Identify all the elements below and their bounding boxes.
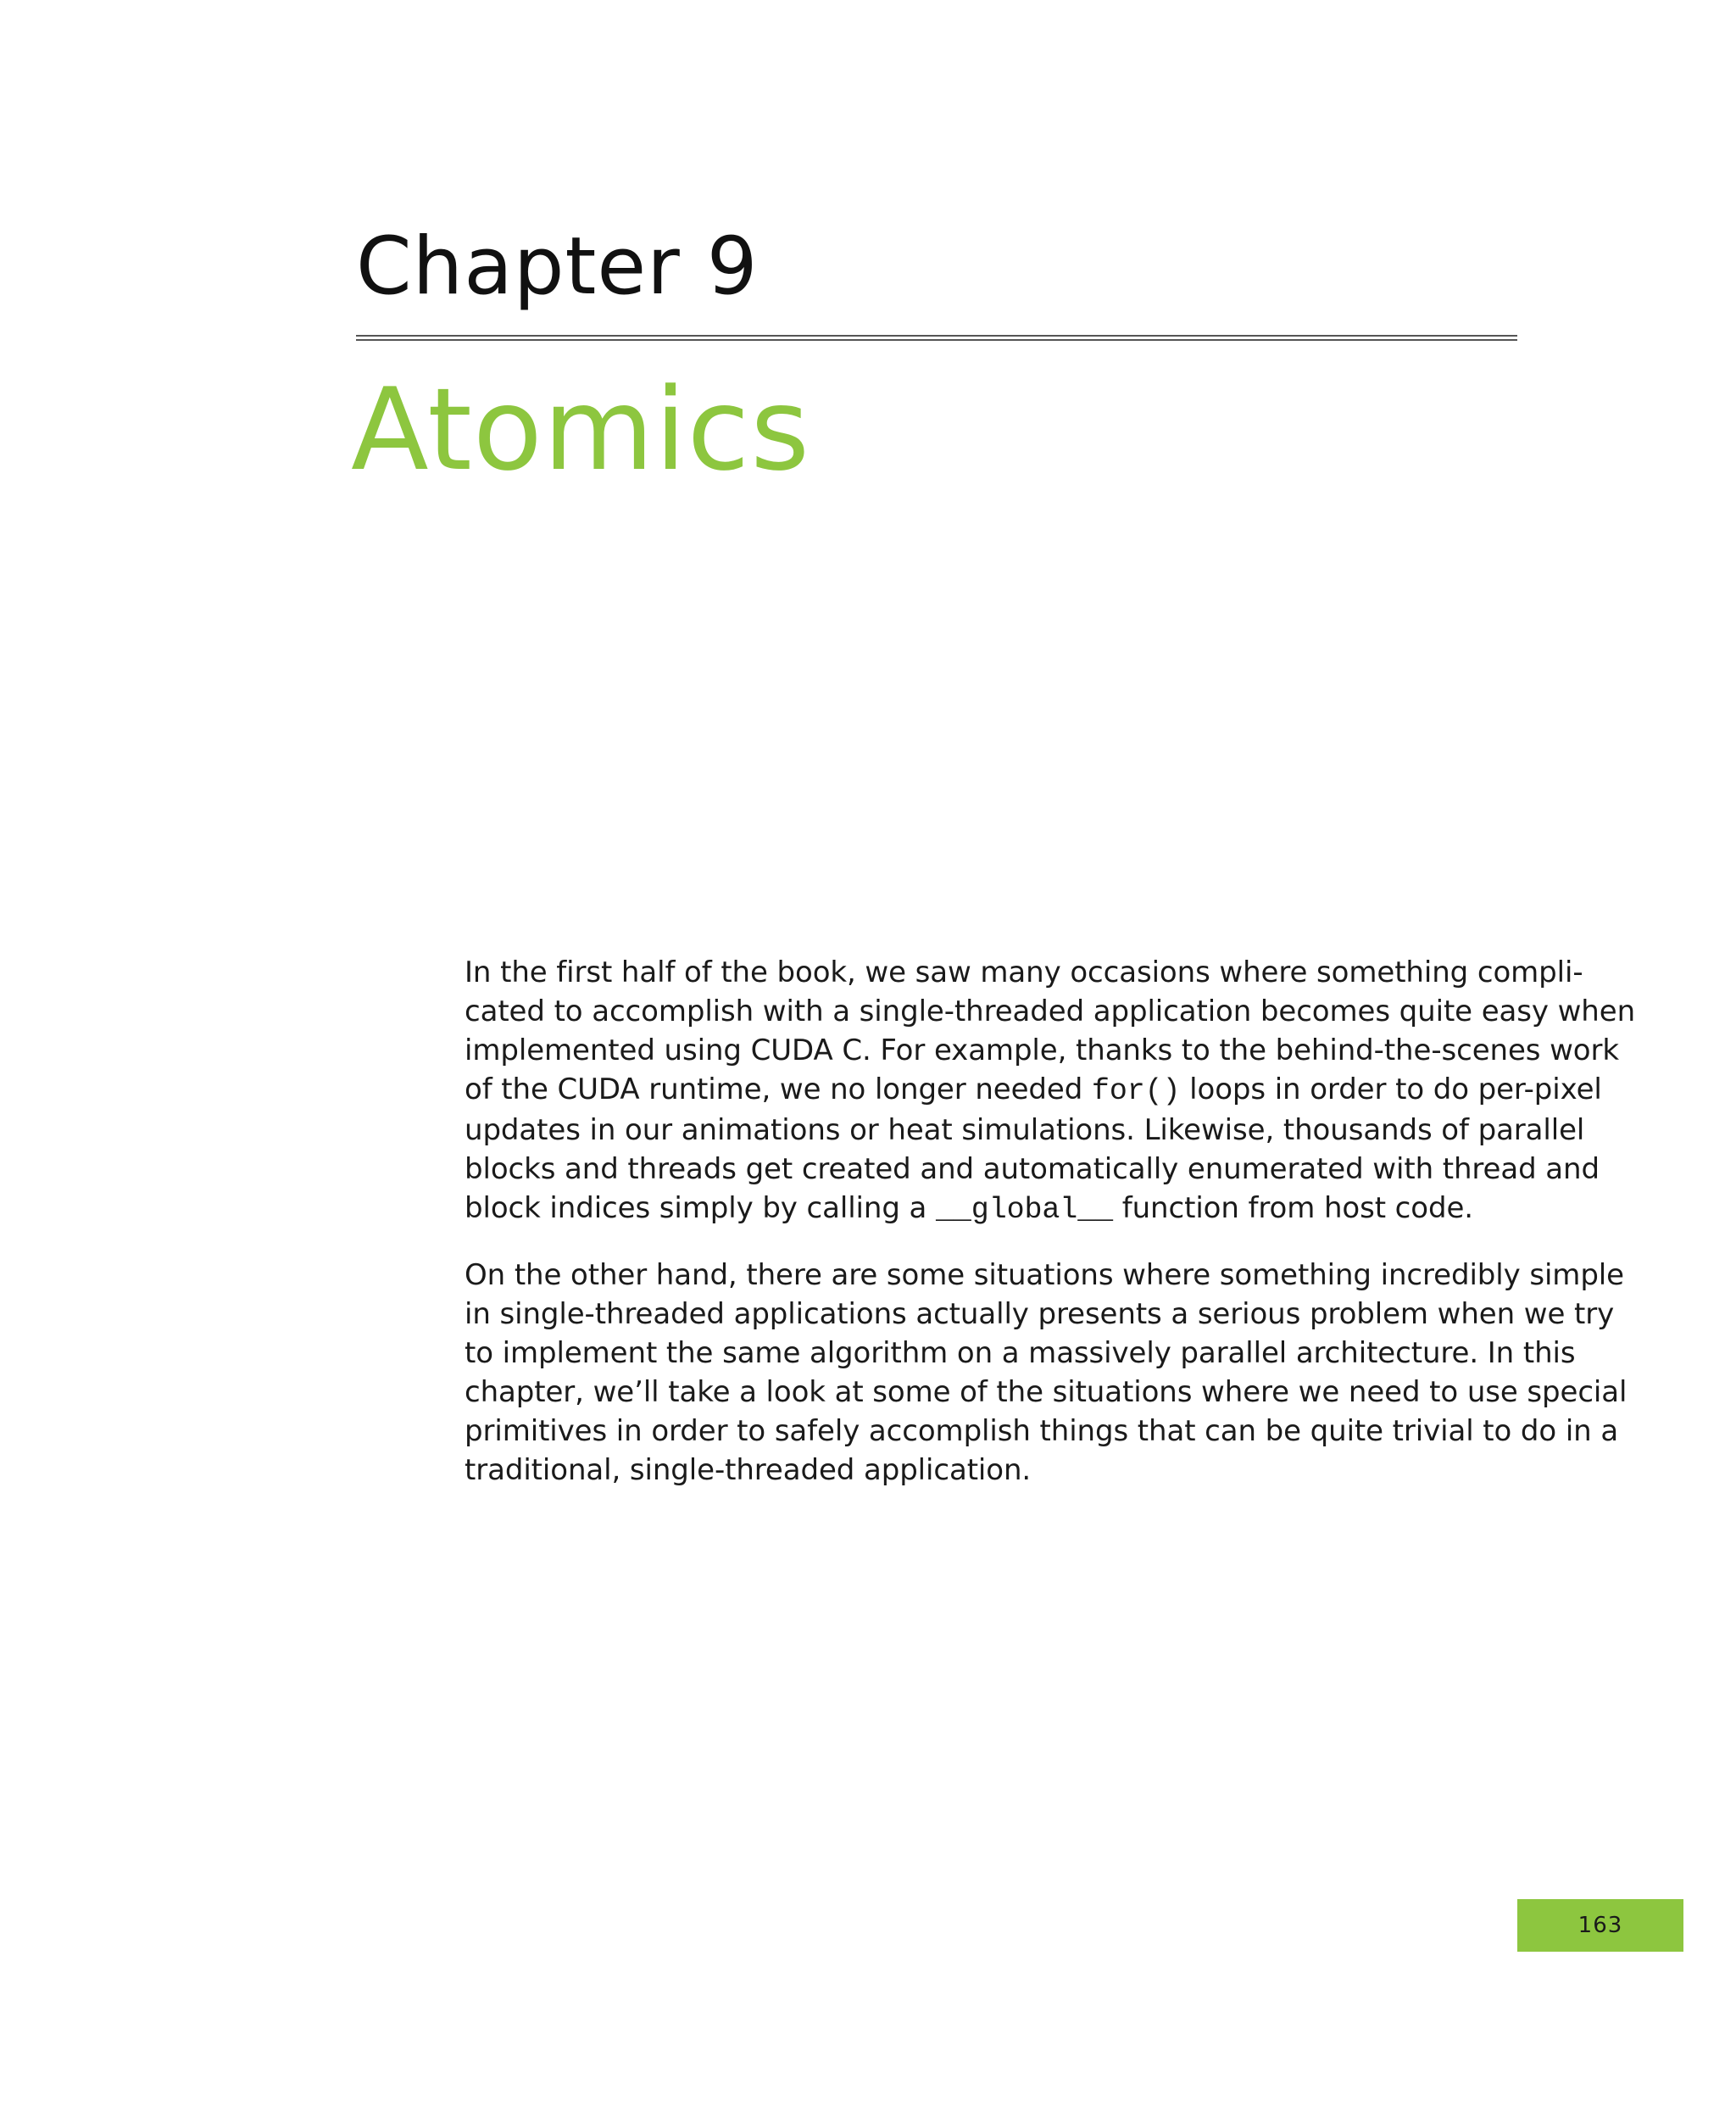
text-line: to implement the same algorithm on a massively parallel architecture. In this: [465, 1336, 1576, 1370]
text-line: primitives in order to safely accomplish things that can be quite trivial to do in a: [465, 1414, 1619, 1448]
text-line: traditional, single-threaded application.: [465, 1453, 1032, 1487]
text-line: in single-threaded applications actually presents a serious problem when we try: [465, 1297, 1615, 1331]
text-line: implemented using CUDA C. For example, thanks to the behind-the-scenes work: [465, 1034, 1619, 1067]
text-line: chapter, we’ll take a look at some of the situations where we need to use special: [465, 1375, 1628, 1409]
text-line: blocks and threads get created and automatically enumerated with thread and: [465, 1152, 1600, 1186]
code-global-keyword: __global__: [935, 1193, 1114, 1227]
code-for-loop: for(): [1091, 1074, 1181, 1108]
text-line: block indices simply by calling a __global__ function from host code.: [465, 1191, 1473, 1227]
text-line: On the other hand, there are some situations where something incredibly simple: [465, 1258, 1624, 1292]
body-text: [465, 953, 1636, 1516]
text-line: of the CUDA runtime, we no longer needed for() loops in order to do per-pixel: [465, 1072, 1602, 1108]
chapter-divider: [356, 335, 1517, 341]
chapter-title: Atomics: [351, 364, 811, 496]
text-line: updates in our animations or heat simulations. Likewise, thousands of parallel: [465, 1113, 1585, 1147]
chapter-label: Chapter 9: [356, 220, 759, 313]
paragraph-2: [465, 1256, 1628, 1490]
page-number: 163: [1577, 1913, 1623, 1938]
text-line: cated to accomplish with a single-threaded application becomes quite easy when: [465, 994, 1636, 1028]
text-line: In the first half of the book, we saw many occasions where something compli-: [465, 956, 1583, 989]
page-number-badge: [1517, 1899, 1683, 1952]
paragraph-1: [465, 953, 1636, 1229]
